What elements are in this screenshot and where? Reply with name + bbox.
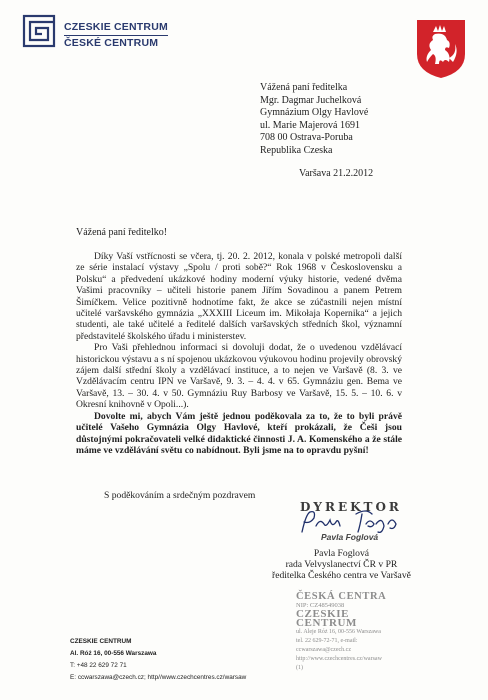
signatory-role: ředitelka Českého centra ve Varšavě: [272, 570, 411, 582]
stamp-line: CZESKIE CENTRUM: [296, 608, 358, 629]
recipient-address: [260, 82, 368, 158]
letter-footer: [70, 636, 246, 684]
recipient-line: Mgr. Dagmar Juchelková: [260, 94, 362, 106]
stamp-line: tel. 22 629-72-71, e-mail: ccwarszawa@czech.cz: [296, 638, 358, 653]
official-stamp: [296, 592, 406, 673]
recipient-line: Republika Czeska: [260, 144, 333, 156]
recipient-line: ul. Marie Majerová 1691: [260, 119, 360, 131]
recipient-line: Vážená paní ředitelka: [260, 82, 348, 93]
letter-date: Varšava 21.2.2012: [299, 168, 374, 179]
salutation: Vážená paní ředitelko!: [76, 227, 168, 238]
closing-line: S poděkováním a srdečným pozdravem: [104, 490, 256, 501]
signatory-name: Pavla Foglová: [313, 548, 370, 559]
org-name-divider: [64, 35, 168, 36]
recipient-line: Gymnázium Olgy Havlové: [260, 107, 369, 119]
body-paragraph: Dovolte mi, abych Vám ještě jednou poděkovala za to, že to byli právě učitelé Vašeho Gymnázia Olgy Havlové, kteří prokázali, že Češi jsou důstojnými pokračovateli velké didaktické činnosti J. A. Komenského a že stále máme ve vzdělávání světu co nabídnout. Byli jsme na to opravdu pyšní!: [76, 410, 402, 456]
signatory-role: rada Velvyslanectví ČR v PR: [285, 559, 398, 571]
body-paragraph: Pro Vaši přehlednou informaci si dovoluji dodat, že o uvedenou vzdělávací historickou výstavu a s ní spojenou ukázkovou výukovou hodinu projevily obrovský zájem další střední školy a vzdělávací instituce, a to nejen ve Varšavě (8. 3. ve Vzdělávacím centru IPN ve Varšavě, 9. 3. – 4. 4. v 65. Gymnáziu gen. Bema ve Varšavě, 13. – 30. 4. v 50. Gymnáziu Ruy Barbosy ve Varšavě, 15. 5. – 10. 6. v Okresní knihovně v Opoli...).: [76, 342, 402, 411]
signatory-block: [272, 548, 411, 582]
footer-phone: T: +48 22 629 72 71: [70, 662, 127, 669]
footer-org: CZESKIE CENTRUM: [70, 638, 132, 645]
footer-address: Al. Róż 16, 00-556 Warszawa: [70, 650, 157, 657]
czech-lion-crest-icon: [415, 18, 467, 80]
letterhead-org-name: [64, 20, 168, 51]
director-stamp-title: DYREKTOR: [300, 500, 402, 514]
czech-centres-logo-icon: [22, 14, 56, 48]
letter-body: [76, 251, 402, 456]
recipient-line: 708 00 Ostrava-Poruba: [260, 132, 353, 144]
director-stamp-name: Pavla Foglová: [321, 532, 379, 542]
body-paragraph: Díky Vaší vstřícnosti se včera, tj. 20. 2. 2012, konala v polské metropoli další ze série instalací výstavy „Spolu / proti sobě?“ Rok 1968 v Československu a Polsku“ a předvedení ukázkové hodiny moderní výuky historie, vedené dvěma Vašimi pracovníky – učiteli historie panem Jiřím Sovadinou a panem Petrem Šimíčkem. Velice pozitivně hodnotíme fakt, že akce se zúčastnili nejen místní učitelé varšavského gymnázia „XXXIII Liceum im. Mikołaja Kopernika“ a jejich studenti, ale také učitelé a ředitelé dalších varšavských středních škol, významní představitelé školského úřadu i ministerstev.: [76, 251, 402, 342]
stamp-line: http://www.czechcentres.cz/warsaw: [296, 656, 382, 662]
stamp-line: ul. Aleje Róż 16, 00-556 Warszawa: [296, 629, 381, 635]
org-name-polish: CZESKIE CENTRUM: [64, 21, 168, 33]
stamp-line: ČESKÁ CENTRA: [296, 591, 387, 602]
stamp-line: NIP: CZ48549038: [296, 602, 345, 609]
footer-contact: E: ccwarszawa@czech.cz; http//www.czechcentres.cz/warsaw: [70, 674, 247, 681]
stamp-line: (1): [296, 665, 303, 671]
org-name-czech: ČESKÉ CENTRUM: [64, 37, 159, 49]
